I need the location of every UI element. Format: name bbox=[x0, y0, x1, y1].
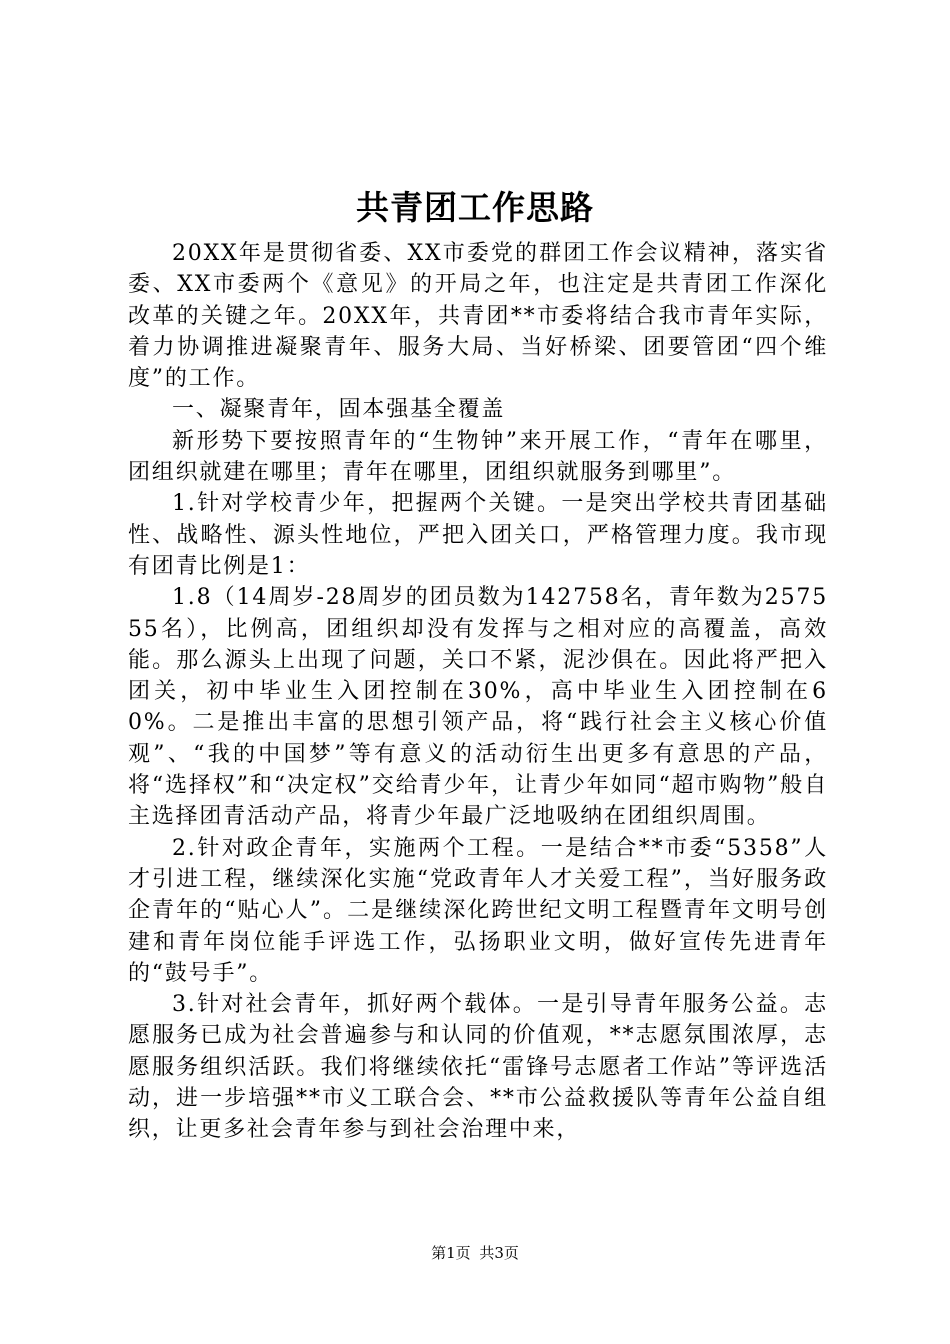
document-body bbox=[128, 238, 828, 1146]
section-heading-1: 一、凝聚青年，固本强基全覆盖 bbox=[172, 397, 506, 423]
page-footer bbox=[0, 1243, 950, 1263]
paragraph-item-3: 3.针对社会青年，抓好两个载体。一是引导青年服务公益。志愿服务已成为社会普遍参与和认同的价值观，**志愿氛围浓厚，志愿服务组织活跃。我们将继续依托“雷锋号志愿者工作站”等评选活动，进一步培强**市义工联合会、**市公益救援队等青年公益自组织，让更多社会青年参与到社会治理中来， bbox=[128, 992, 828, 1143]
paragraph-item-1: 1.针对学校青少年，把握两个关键。一是突出学校共青团基础性、战略性、源头性地位，严把入团关口，严格管理力度。我市现有团青比例是1： bbox=[128, 491, 828, 579]
document-title: 共青团工作思路 bbox=[356, 188, 594, 227]
paragraph-intro: 20XX年是贯彻省委、XX市委党的群团工作会议精神，落实省委、XX市委两个《意见》的开局之年，也注定是共青团工作深化改革的关键之年。20XX年，共青团**市委将结合我市青年实际，着力协调推进凝聚青年、服务大局、当好桥梁、团要管团“四个维度”的工作。 bbox=[128, 241, 828, 392]
paragraph-item-2: 2.针对政企青年，实施两个工程。一是结合**市委“5358”人才引进工程，继续深化实施“党政青年人才关爱工程”，当好服务政企青年的“贴心人”。二是继续深化跨世纪文明工程暨青年文明号创建和青年岗位能手评选工作，弘扬职业文明，做好宣传先进青年的“鼓号手”。 bbox=[128, 835, 828, 986]
page-total: 共3页 bbox=[479, 1244, 519, 1262]
page-number: 第1页 bbox=[431, 1244, 471, 1262]
paragraph-section-1-intro: 新形势下要按照青年的“生物钟”来开展工作，“青年在哪里，团组织就建在哪里；青年在哪里，团组织就服务到哪里”。 bbox=[128, 428, 828, 486]
paragraph-item-1-continued: 1.8（14周岁-28周岁的团员数为142758名，青年数为257555名），比例高，团组织却没有发挥与之相对应的高覆盖，高效能。那么源头上出现了问题，关口不紧，泥沙俱在。因此将严把入团关，初中毕业生入团控制在30%，高中毕业生入团控制在60%。二是推出丰富的思想引领产品，将“践行社会主义核心价值观”、“我的中国梦”等有意义的活动衍生出更多有意思的产品，将“选择权”和“决定权”交给青少年，让青少年如同“超市购物”般自主选择团青活动产品，将青少年最广泛地吸纳在团组织周围。 bbox=[128, 585, 828, 830]
